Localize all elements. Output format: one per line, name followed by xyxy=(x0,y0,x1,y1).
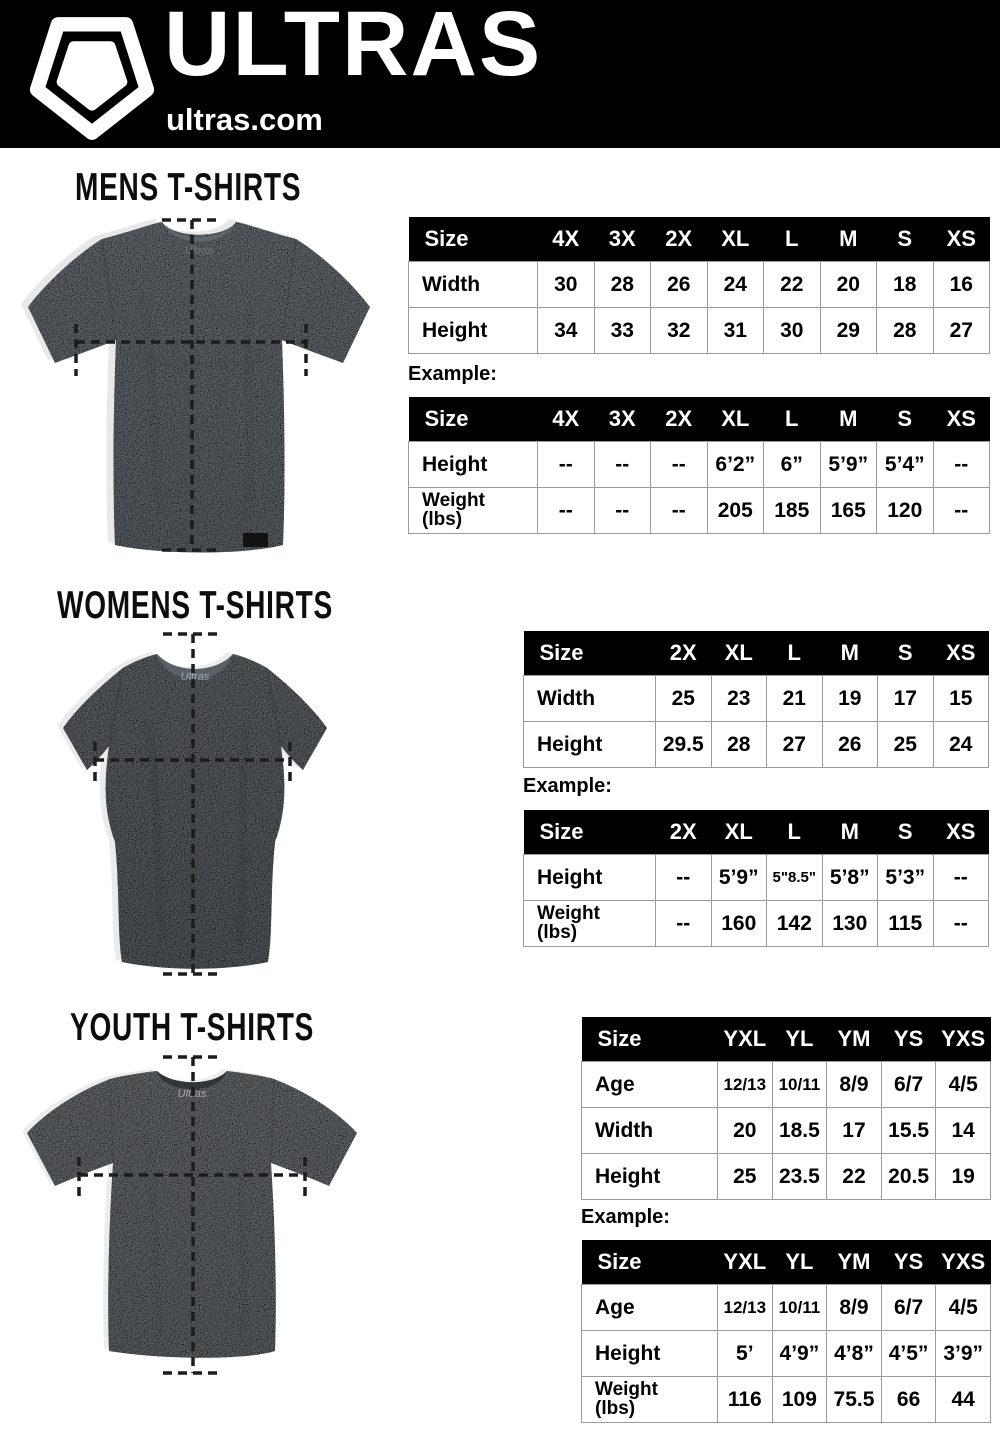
value-cell: 66 xyxy=(881,1377,936,1423)
value-cell: 23 xyxy=(711,676,767,722)
size-col-header: L xyxy=(764,397,821,442)
row-label: Height xyxy=(582,1154,718,1200)
table-row xyxy=(582,1154,991,1200)
size-col-header: M xyxy=(822,631,878,676)
table-row xyxy=(524,676,989,722)
header-row xyxy=(409,397,990,442)
mens-hem-tag xyxy=(243,533,268,547)
value-cell: 27 xyxy=(933,308,990,354)
header-row xyxy=(582,1017,991,1062)
youth-tshirt-image xyxy=(15,1053,370,1378)
size-col-header: 2X xyxy=(656,810,712,855)
row-label: Height xyxy=(409,442,538,488)
section-heading-womens: WOMENS T-SHIRTS xyxy=(57,584,334,627)
value-cell: 25 xyxy=(656,676,712,722)
value-cell: 160 xyxy=(711,901,767,947)
size-col-header: 2X xyxy=(656,631,712,676)
value-cell: 10/11 xyxy=(772,1062,827,1108)
size-col-header: M xyxy=(820,397,877,442)
value-cell: 20 xyxy=(820,262,877,308)
value-cell: 75.5 xyxy=(827,1377,882,1423)
value-cell: 26 xyxy=(651,262,708,308)
size-col-header: L xyxy=(767,631,823,676)
value-cell: 20.5 xyxy=(881,1154,936,1200)
size-col-header: M xyxy=(820,217,877,262)
site-url: ultras.com xyxy=(166,102,323,137)
size-col-header: YXL xyxy=(718,1017,773,1062)
table-row xyxy=(582,1285,991,1331)
size-col-header: 2X xyxy=(651,397,708,442)
value-cell: 4’8” xyxy=(827,1331,882,1377)
size-label-header: Size xyxy=(582,1017,718,1062)
size-col-header: 3X xyxy=(594,397,651,442)
value-cell: 28 xyxy=(711,722,767,768)
value-cell: 5’9” xyxy=(711,855,767,901)
value-cell: 18 xyxy=(877,262,934,308)
value-cell: 19 xyxy=(936,1154,991,1200)
row-label: Weight (lbs) xyxy=(524,901,656,947)
womens-tshirt-image xyxy=(45,630,345,978)
brand-wordmark: ULTRAS xyxy=(164,0,543,95)
mens-tshirt-image xyxy=(10,212,390,562)
value-cell: 115 xyxy=(878,901,934,947)
value-cell: 22 xyxy=(827,1154,882,1200)
value-cell: -- xyxy=(933,488,990,534)
value-cell: 20 xyxy=(718,1108,773,1154)
size-col-header: S xyxy=(877,397,934,442)
value-cell: 33 xyxy=(594,308,651,354)
value-cell: 6/7 xyxy=(881,1062,936,1108)
value-cell: 28 xyxy=(594,262,651,308)
value-cell: 4/5 xyxy=(936,1285,991,1331)
value-cell: 130 xyxy=(822,901,878,947)
row-label: Height xyxy=(582,1331,718,1377)
size-col-header: 3X xyxy=(594,217,651,262)
size-label-header: Size xyxy=(409,397,538,442)
value-cell: 15 xyxy=(933,676,989,722)
size-col-header: XL xyxy=(711,810,767,855)
value-cell: 30 xyxy=(764,308,821,354)
value-cell: 5’ xyxy=(718,1331,773,1377)
value-cell: -- xyxy=(594,442,651,488)
size-col-header: XS xyxy=(933,631,989,676)
value-cell: 10/11 xyxy=(772,1285,827,1331)
value-cell: 17 xyxy=(827,1108,882,1154)
value-cell: 12/13 xyxy=(718,1285,773,1331)
value-cell: 30 xyxy=(538,262,595,308)
value-cell: 165 xyxy=(820,488,877,534)
row-label: Age xyxy=(582,1285,718,1331)
value-cell: -- xyxy=(933,901,989,947)
size-col-header: YM xyxy=(827,1240,882,1285)
womens-example-label: Example: xyxy=(523,775,612,797)
value-cell: 16 xyxy=(933,262,990,308)
row-label: Weight (lbs) xyxy=(409,488,538,534)
row-label: Height xyxy=(409,308,538,354)
table-row xyxy=(582,1108,991,1154)
value-cell: 4/5 xyxy=(936,1062,991,1108)
size-label-header: Size xyxy=(582,1240,718,1285)
size-col-header: YXS xyxy=(936,1017,991,1062)
table-row xyxy=(409,488,990,534)
size-col-header: XS xyxy=(933,217,990,262)
value-cell: 5’3” xyxy=(878,855,934,901)
table-row xyxy=(524,855,989,901)
table-row xyxy=(582,1331,991,1377)
youth-example-label: Example: xyxy=(581,1206,670,1228)
value-cell: 5’8” xyxy=(822,855,878,901)
value-cell: 4’5” xyxy=(881,1331,936,1377)
table-row xyxy=(409,262,990,308)
value-cell: 8/9 xyxy=(827,1062,882,1108)
size-col-header: XS xyxy=(933,810,989,855)
womens-example-table xyxy=(523,810,989,947)
table-row xyxy=(409,308,990,354)
value-cell: 6’2” xyxy=(707,442,764,488)
youth-example-table xyxy=(581,1240,991,1423)
value-cell: 17 xyxy=(878,676,934,722)
size-col-header: S xyxy=(878,810,934,855)
size-col-header: XL xyxy=(711,631,767,676)
collar-label: Ultras xyxy=(184,245,214,257)
section-heading-youth: YOUTH T-SHIRTS xyxy=(70,1006,315,1049)
size-col-header: L xyxy=(764,217,821,262)
section-heading-mens: MENS T-SHIRTS xyxy=(75,166,302,209)
ultras-pentagon-logo-icon xyxy=(26,6,158,142)
row-label: Age xyxy=(582,1062,718,1108)
mens-size-table xyxy=(408,217,990,354)
value-cell: 25 xyxy=(718,1154,773,1200)
value-cell: 5’4” xyxy=(877,442,934,488)
value-cell: 27 xyxy=(767,722,823,768)
table-row xyxy=(524,722,989,768)
mens-example-label: Example: xyxy=(408,363,497,385)
value-cell: 29.5 xyxy=(656,722,712,768)
value-cell: 109 xyxy=(772,1377,827,1423)
value-cell: 22 xyxy=(764,262,821,308)
value-cell: 34 xyxy=(538,308,595,354)
header-row xyxy=(524,810,989,855)
value-cell: 4’9” xyxy=(772,1331,827,1377)
value-cell: 14 xyxy=(936,1108,991,1154)
value-cell: -- xyxy=(651,488,708,534)
value-cell: 24 xyxy=(933,722,989,768)
size-col-header: XL xyxy=(707,217,764,262)
row-label: Width xyxy=(409,262,538,308)
value-cell: -- xyxy=(656,855,712,901)
collar-label: Ultras xyxy=(180,671,210,683)
value-cell: 19 xyxy=(822,676,878,722)
header-row xyxy=(409,217,990,262)
table-row xyxy=(582,1062,991,1108)
size-col-header: YXS xyxy=(936,1240,991,1285)
size-label-header: Size xyxy=(524,631,656,676)
value-cell: -- xyxy=(538,488,595,534)
value-cell: 5"8.5" xyxy=(767,855,823,901)
value-cell: 12/13 xyxy=(718,1062,773,1108)
value-cell: 23.5 xyxy=(772,1154,827,1200)
value-cell: 18.5 xyxy=(772,1108,827,1154)
youth-size-table xyxy=(581,1017,991,1200)
womens-size-table xyxy=(523,631,989,768)
size-col-header: YM xyxy=(827,1017,882,1062)
value-cell: 31 xyxy=(707,308,764,354)
value-cell: 25 xyxy=(878,722,934,768)
value-cell: 29 xyxy=(820,308,877,354)
value-cell: 6” xyxy=(764,442,821,488)
value-cell: -- xyxy=(933,855,989,901)
size-col-header: XS xyxy=(933,397,990,442)
row-label: Height xyxy=(524,855,656,901)
value-cell: 6/7 xyxy=(881,1285,936,1331)
size-col-header: S xyxy=(878,631,934,676)
table-row xyxy=(409,442,990,488)
value-cell: 24 xyxy=(707,262,764,308)
value-cell: 185 xyxy=(764,488,821,534)
size-col-header: M xyxy=(822,810,878,855)
value-cell: 116 xyxy=(718,1377,773,1423)
size-col-header: YL xyxy=(772,1240,827,1285)
size-col-header: YS xyxy=(881,1017,936,1062)
value-cell: 120 xyxy=(877,488,934,534)
value-cell: 142 xyxy=(767,901,823,947)
value-cell: 8/9 xyxy=(827,1285,882,1331)
size-col-header: 2X xyxy=(651,217,708,262)
collar-label: Ultras xyxy=(177,1088,207,1100)
value-cell: 205 xyxy=(707,488,764,534)
value-cell: 44 xyxy=(936,1377,991,1423)
size-label-header: Size xyxy=(524,810,656,855)
row-label: Width xyxy=(524,676,656,722)
size-label-header: Size xyxy=(409,217,538,262)
size-col-header: L xyxy=(767,810,823,855)
header-row xyxy=(582,1240,991,1285)
size-col-header: YL xyxy=(772,1017,827,1062)
size-col-header: YXL xyxy=(718,1240,773,1285)
size-col-header: YS xyxy=(881,1240,936,1285)
size-col-header: S xyxy=(877,217,934,262)
size-col-header: 4X xyxy=(538,217,595,262)
size-col-header: 4X xyxy=(538,397,595,442)
header-row xyxy=(524,631,989,676)
value-cell: 15.5 xyxy=(881,1108,936,1154)
value-cell: 21 xyxy=(767,676,823,722)
value-cell: -- xyxy=(933,442,990,488)
site-header xyxy=(0,0,1000,148)
table-row xyxy=(582,1377,991,1423)
row-label: Height xyxy=(524,722,656,768)
size-col-header: XL xyxy=(707,397,764,442)
value-cell: 5’9” xyxy=(820,442,877,488)
value-cell: 3’9” xyxy=(936,1331,991,1377)
value-cell: 26 xyxy=(822,722,878,768)
value-cell: -- xyxy=(594,488,651,534)
value-cell: -- xyxy=(651,442,708,488)
value-cell: 28 xyxy=(877,308,934,354)
table-row xyxy=(524,901,989,947)
value-cell: 32 xyxy=(651,308,708,354)
value-cell: -- xyxy=(538,442,595,488)
value-cell: -- xyxy=(656,901,712,947)
mens-example-table xyxy=(408,397,990,534)
row-label: Weight (lbs) xyxy=(582,1377,718,1423)
row-label: Width xyxy=(582,1108,718,1154)
